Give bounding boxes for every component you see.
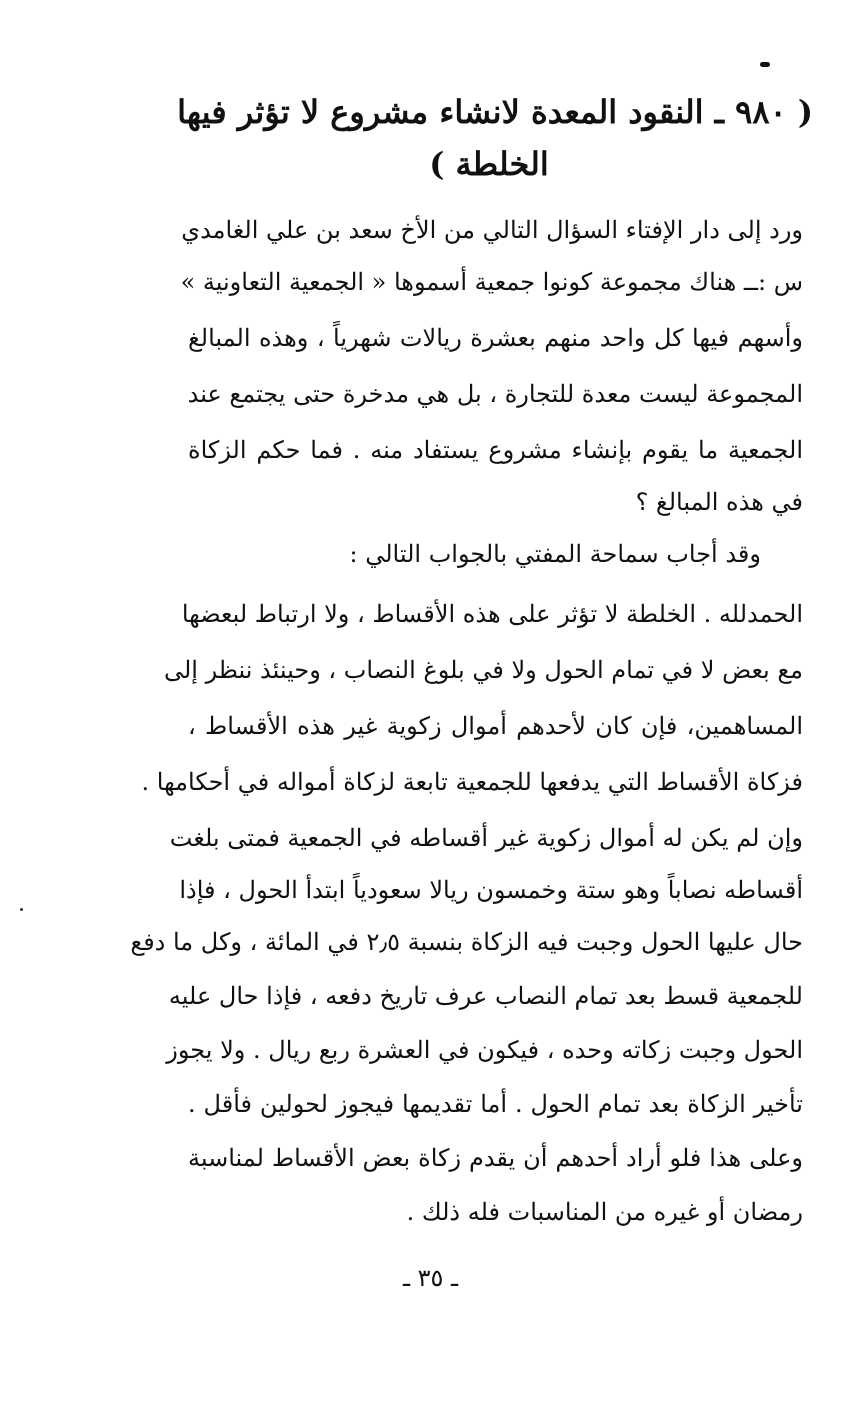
body-line: وعلى هذا فلو أراد أحدهم أن يقدم زكاة بعض الأقساط لمناسبة bbox=[188, 1144, 803, 1172]
body-line: الحول وجبت زكاته وحده ، فيكون في العشرة ربع ريال . ولا يجوز bbox=[166, 1036, 803, 1064]
body-line: في هذه المبالغ ؟ bbox=[635, 488, 803, 516]
body-line: مع بعض لا في تمام الحول ولا في بلوغ النصاب ، وحينئذ ننظر إلى bbox=[163, 656, 803, 684]
body-line: رمضان أو غيره من المناسبات فله ذلك . bbox=[406, 1198, 803, 1226]
body-line: الحمدلله . الخلطة لا تؤثر على هذه الأقساط ، ولا ارتباط لبعضها bbox=[181, 600, 803, 628]
body-line: المساهمين، فإن كان لأحدهم أموال زكوية غير هذه الأقساط ، bbox=[188, 712, 803, 740]
scan-speck bbox=[20, 908, 23, 911]
body-line: المجموعة ليست معدة للتجارة ، بل هي مدخرة حتى يجتمع عند bbox=[187, 380, 803, 408]
body-line: ورد إلى دار الإفتاء السؤال التالي من الأخ سعد بن علي الغامدي bbox=[181, 216, 803, 244]
page-number: ـ ٣٥ ـ bbox=[402, 1264, 459, 1292]
body-line: تأخير الزكاة بعد تمام الحول . أما تقديمها فيجوز لحولين فأقل . bbox=[188, 1090, 803, 1118]
body-line: وأسهم فيها كل واحد منهم بعشرة ريالات شهرياً ، وهذه المبالغ bbox=[188, 324, 803, 352]
body-line: أقساطه نصاباً وهو ستة وخمسون ريالا سعودياً ابتدأ الحول ، فإذا bbox=[179, 876, 803, 904]
body-line: فزكاة الأقساط التي يدفعها للجمعية تابعة لزكاة أمواله في أحكامها . bbox=[141, 768, 803, 796]
body-line: الجمعية ما يقوم بإنشاء مشروع يستفاد منه . فما حكم الزكاة bbox=[188, 436, 803, 464]
body-line: وإن لم يكن له أموال زكوية غير أقساطه في الجمعية فمتى بلغت bbox=[169, 824, 803, 852]
section-heading-line-1: ( ٩٨٠ ـ النقود المعدة لانشاء مشروع لا تؤثر فيها bbox=[177, 93, 813, 131]
body-line: وقد أجاب سماحة المفتي بالجواب التالي : bbox=[349, 540, 761, 568]
section-heading-line-2: الخلطة ) bbox=[429, 145, 549, 183]
body-line: حال عليها الحول وجبت فيه الزكاة بنسبة ٢٫٥ في المائة ، وكل ما دفع bbox=[130, 928, 803, 956]
ink-mark bbox=[760, 62, 770, 67]
body-line: للجمعية قسط بعد تمام النصاب عرف تاريخ دفعه ، فإذا حال عليه bbox=[168, 982, 803, 1010]
body-line: س :ــ هناك مجموعة كونوا جمعية أسموها « الجمعية التعاونية » bbox=[180, 268, 803, 296]
